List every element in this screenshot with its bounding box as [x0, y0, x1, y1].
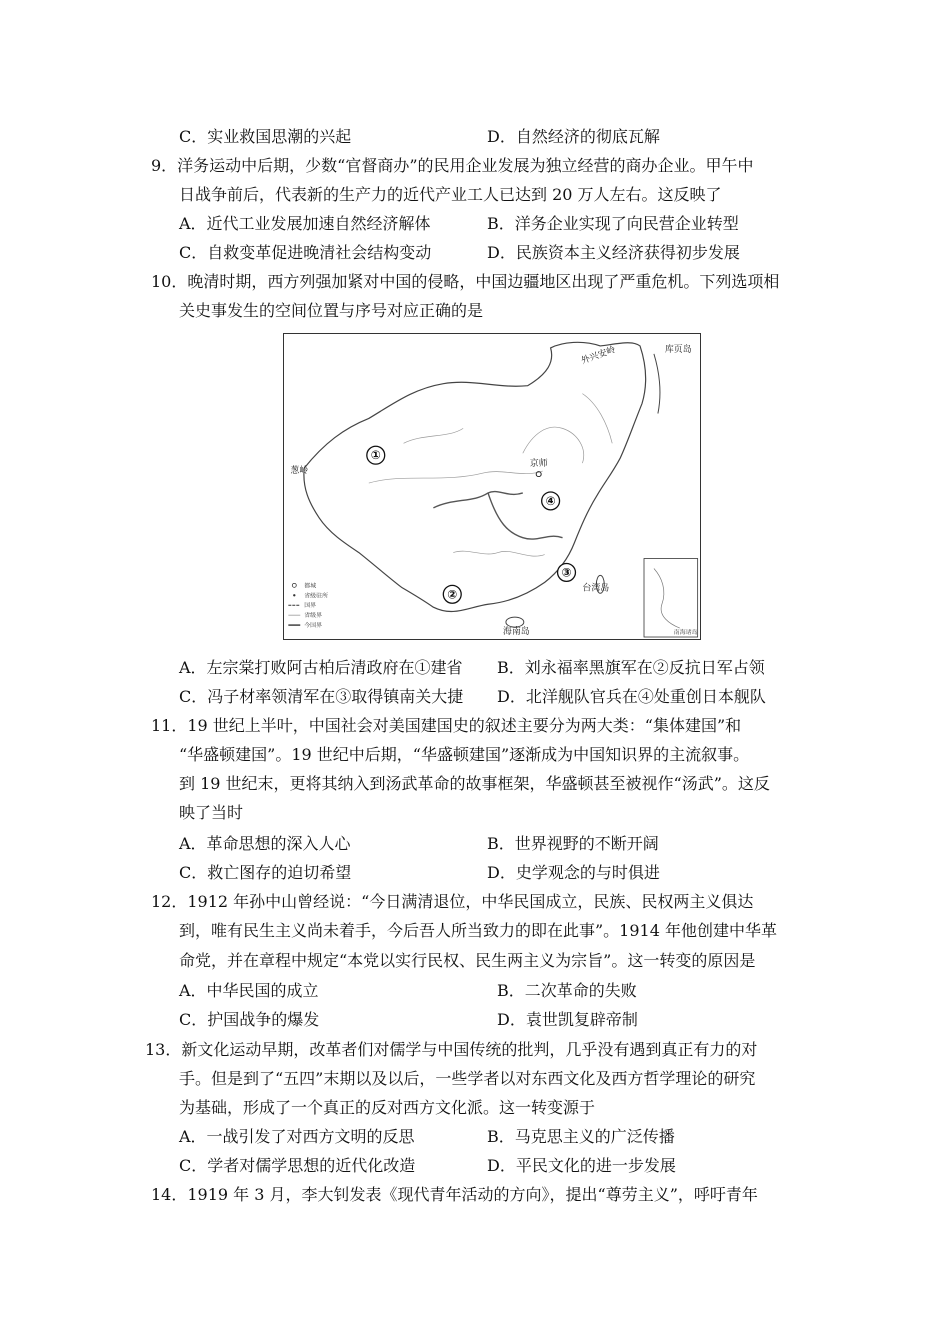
svg-text:省级驻所: 省级驻所: [304, 592, 329, 600]
q10-option-d: D．北洋舰队官兵在④处重创日本舰队: [497, 687, 766, 706]
map-marker-1-label: ①: [370, 448, 381, 463]
q10-option-b: B．刘永福率黑旗军在②反抗日军占领: [497, 658, 765, 677]
q13-option-c: C．学者对儒学思想的近代化改造: [179, 1156, 416, 1175]
q12-stem-line3: 命党，并在章程中规定“本党以实行民权、民生两主义为宗旨”。这一转变的原因是: [179, 951, 756, 970]
q12-option-d: D．袁世凯复辟帝制: [497, 1010, 638, 1029]
q11-stem-line1: 11．19 世纪上半叶，中国社会对美国建国史的叙述主要分为两大类：“集体建国”和: [151, 716, 742, 735]
sakhalin-label: 库页岛: [664, 344, 692, 355]
q11-stem-line4: 映了当时: [179, 803, 244, 822]
q13-option-a: A．一战引发了对西方文明的反思: [179, 1127, 415, 1146]
q10-option-a: A．左宗棠打败阿古柏后清政府在①建省: [179, 658, 463, 677]
capital-label: 京师: [529, 459, 548, 470]
q13-option-d: D．平民文化的进一步发展: [487, 1156, 676, 1175]
q14-stem-line1: 14．1919 年 3 月，李大钊发表《现代青年活动的方向》，提出“尊劳主义”，呼吁青年: [151, 1185, 758, 1204]
q12-stem-line1: 12．1912 年孙中山曾经说：“今日满清退位，中华民国成立，民族、民权两主义俱达: [151, 892, 754, 911]
taiwan-label: 台湾岛: [582, 583, 610, 594]
q10-option-c: C．冯子材率领清军在③取得镇南关大捷: [179, 687, 464, 706]
q11-option-d: D．史学观念的与时俱进: [487, 863, 660, 882]
svg-text:都城: 都城: [304, 582, 317, 590]
q9-option-c: C．自救变革促进晚清社会结构变动: [179, 243, 432, 262]
stanovoy-label: 外兴安岭: [580, 344, 618, 367]
q11-option-b: B．世界视野的不断开阔: [487, 834, 659, 853]
hainan-island: [506, 617, 524, 627]
q11-stem-line2: “华盛顿建国”。19 世纪中后期，“华盛顿建国”逐渐成为中国知识界的主流叙事。: [179, 745, 750, 764]
pamir-label: 葱岭: [290, 466, 309, 477]
q10-stem-line1: 10．晚清时期，西方列强加紧对中国的侵略，中国边疆地区出现了严重危机。下列选项相: [151, 272, 780, 291]
q11-option-a: A．革命思想的深入人心: [179, 834, 351, 853]
q9-option-b: B．洋务企业实现了向民营企业转型: [487, 214, 739, 233]
q12-stem-line2: 到，唯有民生主义尚未着手，今后吾人所当致力的即在此事”。1914 年他创建中华革: [179, 921, 777, 940]
inset-label: 南海诸岛: [673, 629, 698, 637]
q12-option-a: A．中华民国的成立: [179, 981, 319, 1000]
svg-text:今国界: 今国界: [304, 622, 323, 630]
qing-territory-outline: [304, 342, 646, 611]
map-marker-4-label: ④: [545, 493, 556, 508]
q9-option-a: A．近代工业发展加速自然经济解体: [179, 214, 431, 233]
late-qing-map: [283, 333, 701, 640]
q8-option-d: D．自然经济的彻底瓦解: [487, 127, 660, 146]
q13-stem-line2: 手。但是到了“五四”末期以及以后，一些学者以对东西文化及西方哲学理论的研究: [179, 1069, 756, 1088]
hainan-label: 海南岛: [502, 627, 530, 638]
map-marker-2-label: ②: [447, 587, 458, 602]
q13-stem-line3: 为基础，形成了一个真正的反对西方文化派。这一转变源于: [179, 1098, 596, 1117]
south-sea-inset: [644, 559, 698, 637]
map-legend: [288, 581, 328, 629]
map-marker-3-label: ③: [561, 565, 572, 580]
q11-stem-line3: 到 19 世纪末，更将其纳入到汤武革命的故事框架，华盛顿甚至被视作“汤武”。这反: [179, 774, 770, 793]
q13-stem-line1: 13．新文化运动早期，改革者们对儒学与中国传统的批判，几乎没有遇到真正有力的对: [145, 1040, 758, 1059]
q8-option-c: C．实业救国思潮的兴起: [179, 127, 352, 146]
q12-option-b: B．二次革命的失败: [497, 981, 637, 1000]
q9-stem-line1: 9．洋务运动中后期，少数“官督商办”的民用企业发展为独立经营的商办企业。甲午中: [151, 156, 754, 175]
svg-text:省级界: 省级界: [304, 612, 323, 620]
q12-option-c: C．护国战争的爆发: [179, 1010, 320, 1029]
q9-option-d: D．民族资本主义经济获得初步发展: [487, 243, 740, 262]
q11-option-c: C．救亡图存的迫切希望: [179, 863, 352, 882]
q13-option-b: B．马克思主义的广泛传播: [487, 1127, 675, 1146]
q9-stem-line2: 日战争前后，代表新的生产力的近代产业工人已达到 20 万人左右。这反映了: [179, 185, 722, 204]
svg-text:国界: 国界: [304, 602, 317, 610]
q10-stem-line2: 关史事发生的空间位置与序号对应正确的是: [179, 301, 484, 320]
